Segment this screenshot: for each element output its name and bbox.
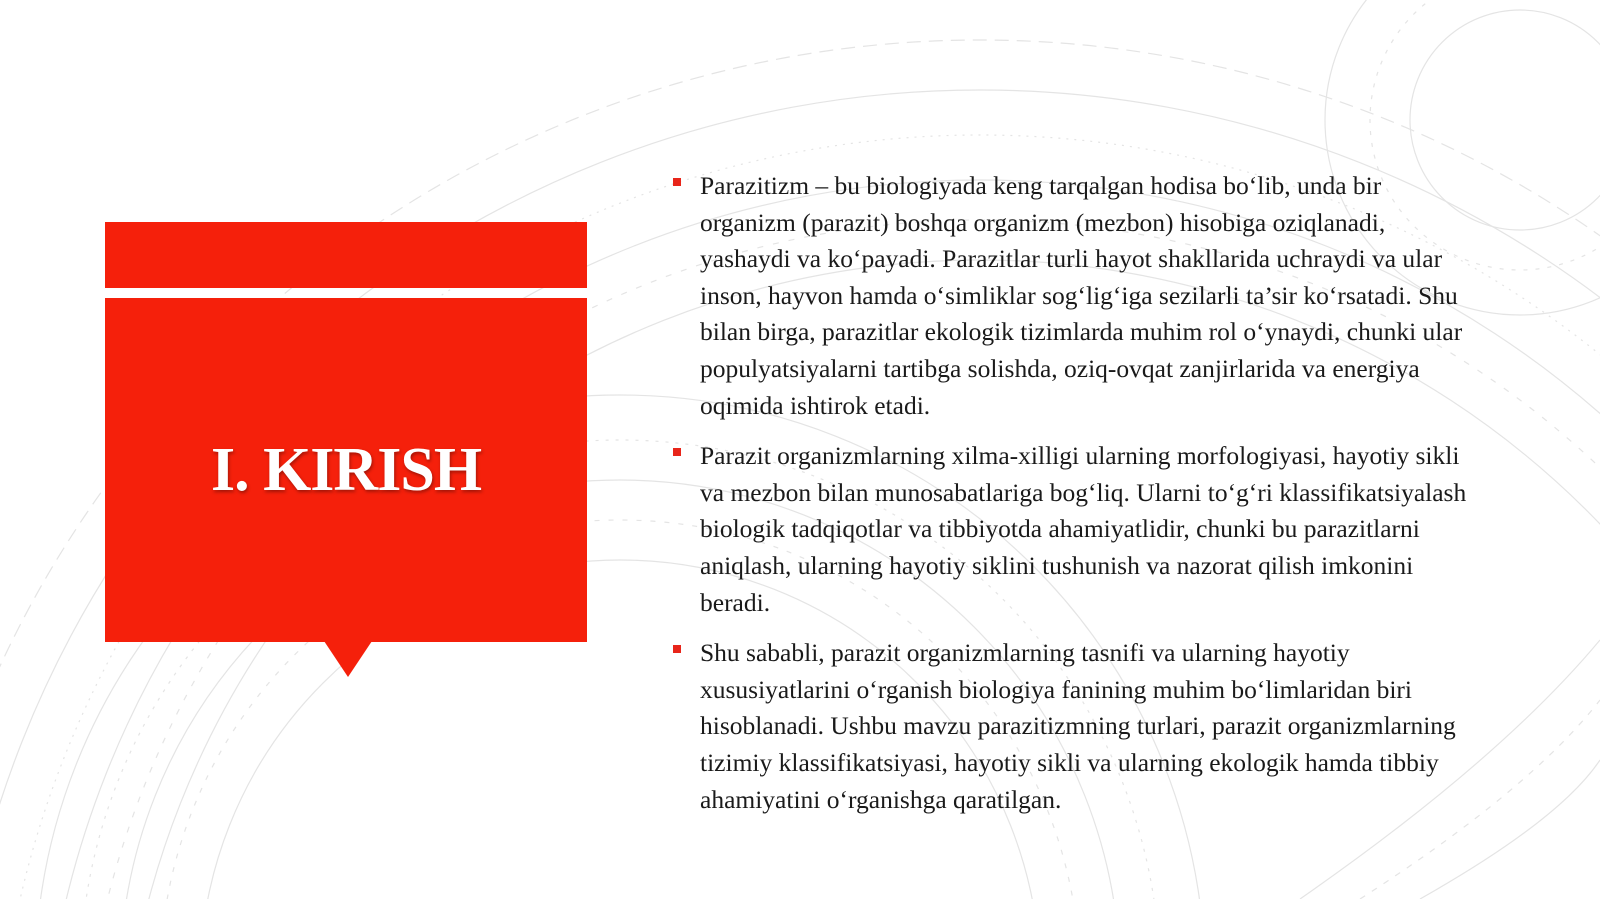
bullet-item xyxy=(668,168,1478,424)
bullet-text: Shu sababli, parazit organizmlarning tasnifi va ularning hayotiy xususiyatlarini o‘rganish biologiya fanining muhim bo‘limlaridan biri hisoblanadi. Ushbu mavzu parazitizmning turlari, parazit organizmlarning tizimiy klassifikatsiyasi, hayotiy sikli va ularning ekologik hamda tibbiy ahamiyatini o‘rganishga qaratilgan. xyxy=(700,638,1456,814)
bullet-text: Parazit organizmlarning xilma-xilligi ularning morfologiyasi, hayotiy sikli va mezbon bilan munosabatlariga bog‘liq. Ularni to‘g‘ri klassifikatsiyalash biologik tadqiqotlar va tibbiyotda ahamiyatlidir, chunki bu parazitlarni aniqlash, ularning hayotiy siklini tushunish va nazorat qilish imkonini beradi. xyxy=(700,441,1467,617)
bullet-text: Parazitizm – bu biologiyada keng tarqalgan hodisa bo‘lib, unda bir organizm (parazit) boshqa organizm (mezbon) hisobiga oziqlanadi, yashaydi va ko‘payadi. Parazitlar turli hayot shakllarida uchraydi va ular inson, hayvon hamda o‘simliklar sog‘lig‘iga sezilarli ta’sir ko‘rsatadi. Shu bilan birga, parazitlar ekologik tizimlarda muhim rol o‘ynaydi, chunki ular populyatsiyalarni tartibga solishda, oziq-ovqat zanjirlarida va energiya oqimida ishtirok etadi. xyxy=(700,171,1463,420)
bullet-item xyxy=(668,635,1478,818)
square-bullet-icon xyxy=(673,178,681,186)
title-callout-pointer xyxy=(324,641,372,677)
square-bullet-icon xyxy=(673,645,681,653)
slide-title: I. KIRISH xyxy=(210,435,482,504)
bullet-list xyxy=(668,168,1478,832)
bullet-item xyxy=(668,438,1478,621)
title-top-band xyxy=(105,222,587,288)
title-box xyxy=(105,298,587,642)
square-bullet-icon xyxy=(673,448,681,456)
